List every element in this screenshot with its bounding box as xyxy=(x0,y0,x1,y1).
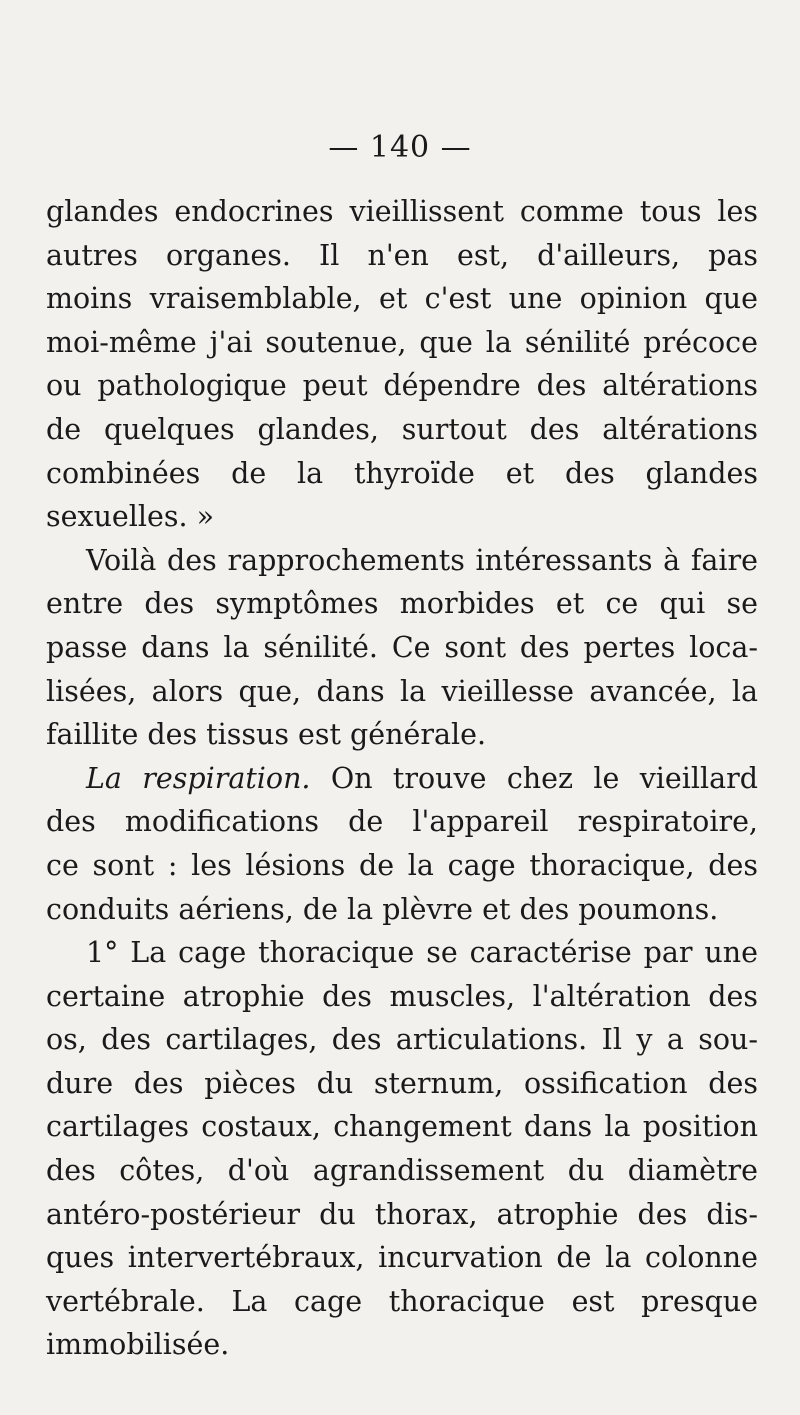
text-line xyxy=(46,1105,758,1149)
text-line xyxy=(46,190,758,234)
text-line xyxy=(46,844,758,888)
text-line xyxy=(46,364,758,408)
text-line xyxy=(46,321,758,365)
line-text: certaine atrophie des muscles, l'altération des xyxy=(46,979,758,1013)
text-line xyxy=(46,975,758,1019)
text-line xyxy=(46,713,758,757)
text-line xyxy=(46,495,758,539)
line-text: des modifications de l'appareil respiratoire, xyxy=(46,805,758,839)
text-line xyxy=(46,582,758,626)
line-text: ou pathologique peut dépendre des altérations xyxy=(46,369,758,403)
line-text: sexuelles. » xyxy=(46,500,215,534)
line-text: Voilà des rapprochements intéressants à faire xyxy=(86,543,758,577)
line-text: On trouve chez le vieillard xyxy=(310,761,758,795)
line-text: moins vraisemblable, et c'est une opinion que xyxy=(46,282,758,316)
text-line xyxy=(46,757,758,801)
text-line xyxy=(46,800,758,844)
line-text: 1° La cage thoracique se caractérise par une xyxy=(86,936,758,970)
text-line xyxy=(46,670,758,714)
line-text: os, des cartilages, des articulations. Il y a sou- xyxy=(46,1023,758,1057)
text-line xyxy=(46,1323,758,1367)
text-line xyxy=(46,931,758,975)
text-line xyxy=(46,408,758,452)
body-text xyxy=(46,190,758,1367)
text-line xyxy=(46,1062,758,1106)
line-text: combinées de la thyroïde et des glandes xyxy=(46,456,758,490)
text-line xyxy=(46,234,758,278)
line-text: de quelques glandes, surtout des altérations xyxy=(46,412,758,446)
line-text: autres organes. Il n'en est, d'ailleurs, pas xyxy=(46,238,758,272)
line-text: vertébrale. La cage thoracique est presque xyxy=(46,1284,758,1318)
text-line xyxy=(46,539,758,583)
text-line xyxy=(46,277,758,321)
text-line xyxy=(46,1280,758,1324)
line-text: dure des pièces du sternum, ossification des xyxy=(46,1066,758,1100)
line-text: ce sont : les lésions de la cage thoracique, des xyxy=(46,848,758,882)
line-text: cartilages costaux, changement dans la position xyxy=(46,1110,758,1144)
line-text: moi-même j'ai soutenue, que la sénilité précoce xyxy=(46,325,758,359)
text-line xyxy=(46,1149,758,1193)
line-text: des côtes, d'où agrandissement du diamètre xyxy=(46,1154,758,1188)
text-line xyxy=(46,1193,758,1237)
line-text: passe dans la sénilité. Ce sont des pertes loca- xyxy=(46,630,758,664)
line-text: conduits aériens, de la plèvre et des poumons. xyxy=(46,892,719,926)
line-text: immobilisée. xyxy=(46,1328,230,1362)
text-line xyxy=(46,452,758,496)
text-line xyxy=(46,1236,758,1280)
line-text: ques intervertébraux, incurvation de la colonne xyxy=(46,1241,758,1275)
line-text: glandes endocrines vieillissent comme tous les xyxy=(46,195,758,228)
line-text: lisées, alors que, dans la vieillesse avancée, la xyxy=(46,674,758,708)
section-heading: La respiration. xyxy=(86,761,311,795)
line-text: antéro-postérieur du thorax, atrophie des dis- xyxy=(46,1197,758,1231)
text-line xyxy=(46,626,758,670)
line-text: entre des symptômes morbides et ce qui se xyxy=(46,587,758,621)
page-number: — 140 — xyxy=(328,130,472,165)
line-text: faillite des tissus est générale. xyxy=(46,718,487,752)
text-line xyxy=(46,888,758,932)
text-line xyxy=(46,1018,758,1062)
